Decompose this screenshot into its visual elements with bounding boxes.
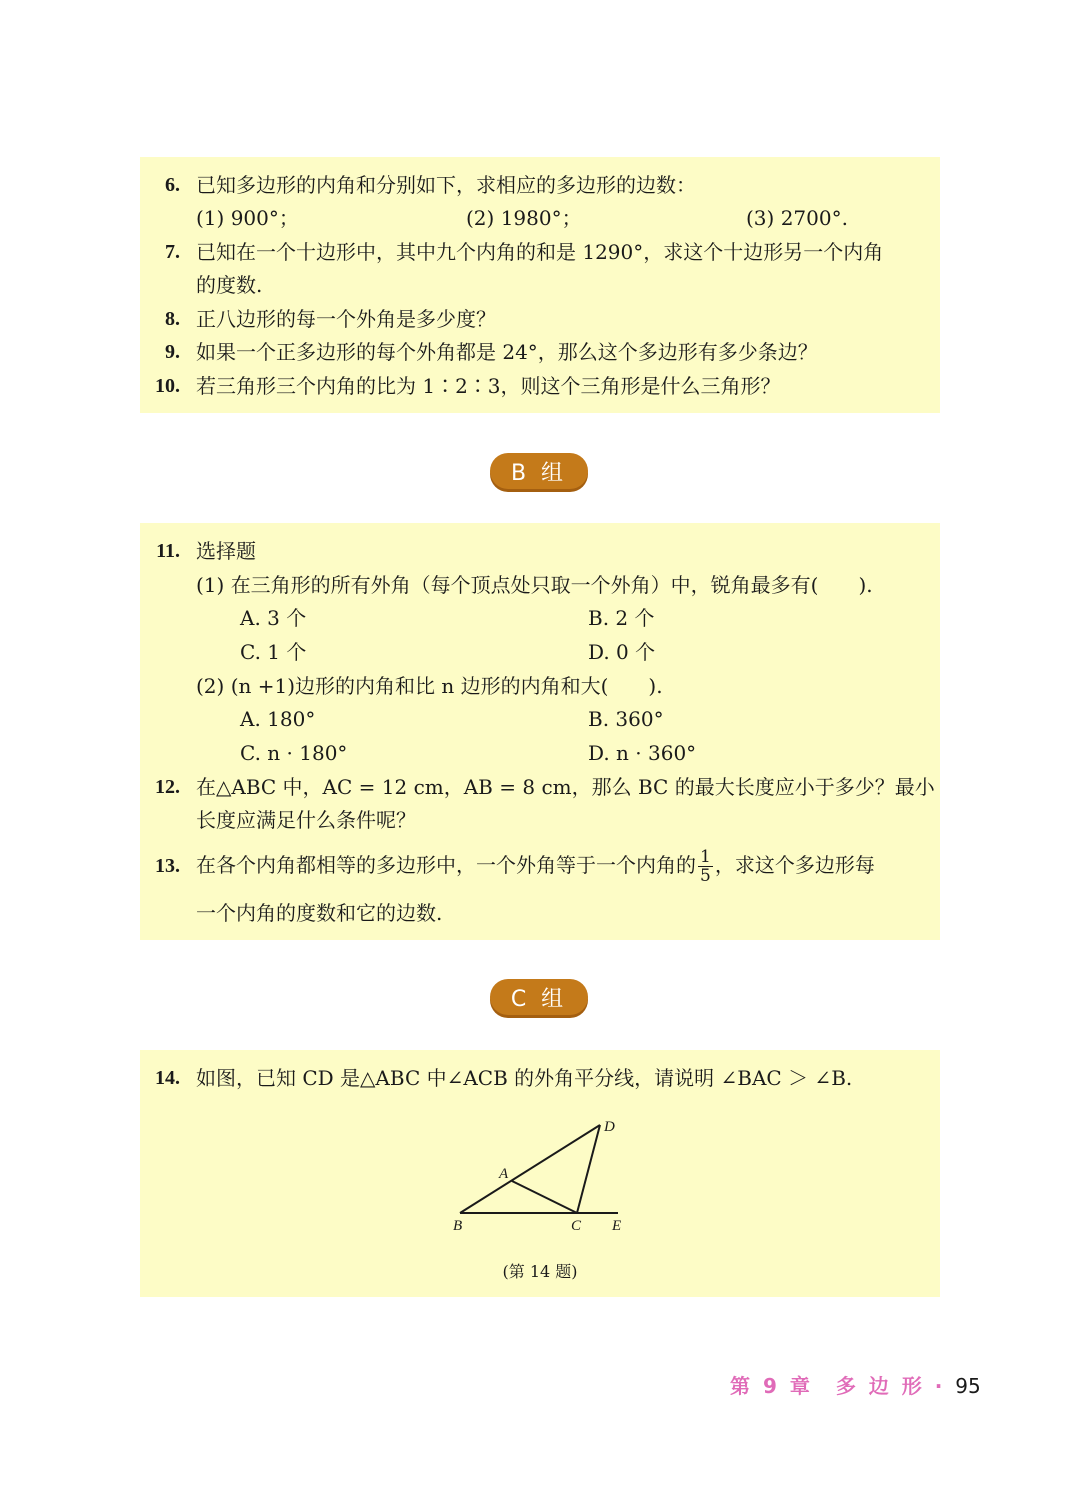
label-a: A xyxy=(499,1166,509,1182)
q13-fraction xyxy=(698,848,713,885)
q8-number: 8. xyxy=(165,308,180,330)
q11-1-option-c: C. 1 个 xyxy=(240,640,307,664)
figure-caption: (第 14 题) xyxy=(502,1262,578,1281)
q11-title: 选择题 xyxy=(196,539,256,563)
q11-2-option-d: D. n · 360° xyxy=(588,741,697,765)
q11-part-1: (1) 在三角形的所有外角（每个顶点处只取一个外角）中，锐角最多有( ). xyxy=(196,573,873,597)
q7-line-2: 的度数. xyxy=(196,273,263,297)
q6-option-3: (3) 2700°. xyxy=(746,206,848,230)
q13-fraction-denominator: 5 xyxy=(700,866,711,886)
q11-2-option-b: B. 360° xyxy=(588,707,664,731)
label-b: B xyxy=(453,1218,463,1234)
q10-number: 10. xyxy=(155,375,180,397)
q10-text: 若三角形三个内角的比为 1∶2∶3，则这个三角形是什么三角形？ xyxy=(196,374,781,398)
q9-number: 9. xyxy=(165,341,180,363)
q11-1-option-b: B. 2 个 xyxy=(588,606,655,630)
group-b-badge: B 组 xyxy=(490,453,588,489)
q11-number: 11. xyxy=(156,540,180,562)
q12-line-2: 长度应满足什么条件呢？ xyxy=(196,808,416,832)
q11-part-2: (2) (n +1)边形的内角和比 n 边形的内角和大( ). xyxy=(196,674,663,698)
label-d: D xyxy=(604,1119,615,1135)
page-footer xyxy=(730,1370,981,1399)
chapter-title: 第 9 章 多 边 形 · xyxy=(730,1374,946,1398)
group-c-badge: C 组 xyxy=(490,979,588,1015)
q7-line-1: 已知在一个十边形中，其中九个内角的和是 1290°，求这个十边形另一个内角 xyxy=(196,240,884,264)
label-e: E xyxy=(612,1218,622,1234)
q7-number: 7. xyxy=(165,241,180,263)
q6-option-1: (1) 900°； xyxy=(196,206,299,230)
q12-line-1: 在△ABC 中，AC = 12 cm，AB = 8 cm，那么 BC 的最大长度应小于多少？最小 xyxy=(196,775,935,799)
q13-line-1 xyxy=(196,841,875,889)
q11-2-option-a: A. 180° xyxy=(240,707,316,731)
q13-line-2: 一个内角的度数和它的边数. xyxy=(196,901,443,925)
q13-fraction-numerator: 1 xyxy=(700,847,711,867)
q6-text: 已知多边形的内角和分别如下，求相应的多边形的边数： xyxy=(196,173,696,197)
q14-text: 如图，已知 CD 是△ABC 中∠ACB 的外角平分线，请说明 ∠BAC ＞ ∠B. xyxy=(196,1066,853,1090)
q13-text-pre: 在各个内角都相等的多边形中，一个外角等于一个内角的 xyxy=(196,853,696,877)
line-b-d xyxy=(460,1125,600,1213)
q13-number: 13. xyxy=(155,855,180,877)
q9-text: 如果一个正多边形的每个外角都是 24°，那么这个多边形有多少条边？ xyxy=(196,340,818,364)
q6-option-2: (2) 1980°； xyxy=(466,206,582,230)
line-a-c xyxy=(512,1181,577,1213)
exercise-box-c xyxy=(140,1050,940,1297)
q8-text: 正八边形的每一个外角是多少度？ xyxy=(196,307,496,331)
page-number: 95 xyxy=(955,1374,981,1398)
q12-number: 12. xyxy=(155,776,180,798)
q6-number: 6. xyxy=(165,174,180,196)
q11-1-option-a: A. 3 个 xyxy=(240,606,307,630)
label-c: C xyxy=(571,1218,582,1234)
exercise-box-b xyxy=(140,523,940,940)
q11-1-option-d: D. 0 个 xyxy=(588,640,656,664)
q14-number: 14. xyxy=(155,1067,180,1089)
q11-2-option-c: C. n · 180° xyxy=(240,741,348,765)
q13-text-post: ，求这个多边形每 xyxy=(714,853,875,877)
exercise-box-a xyxy=(140,157,940,413)
